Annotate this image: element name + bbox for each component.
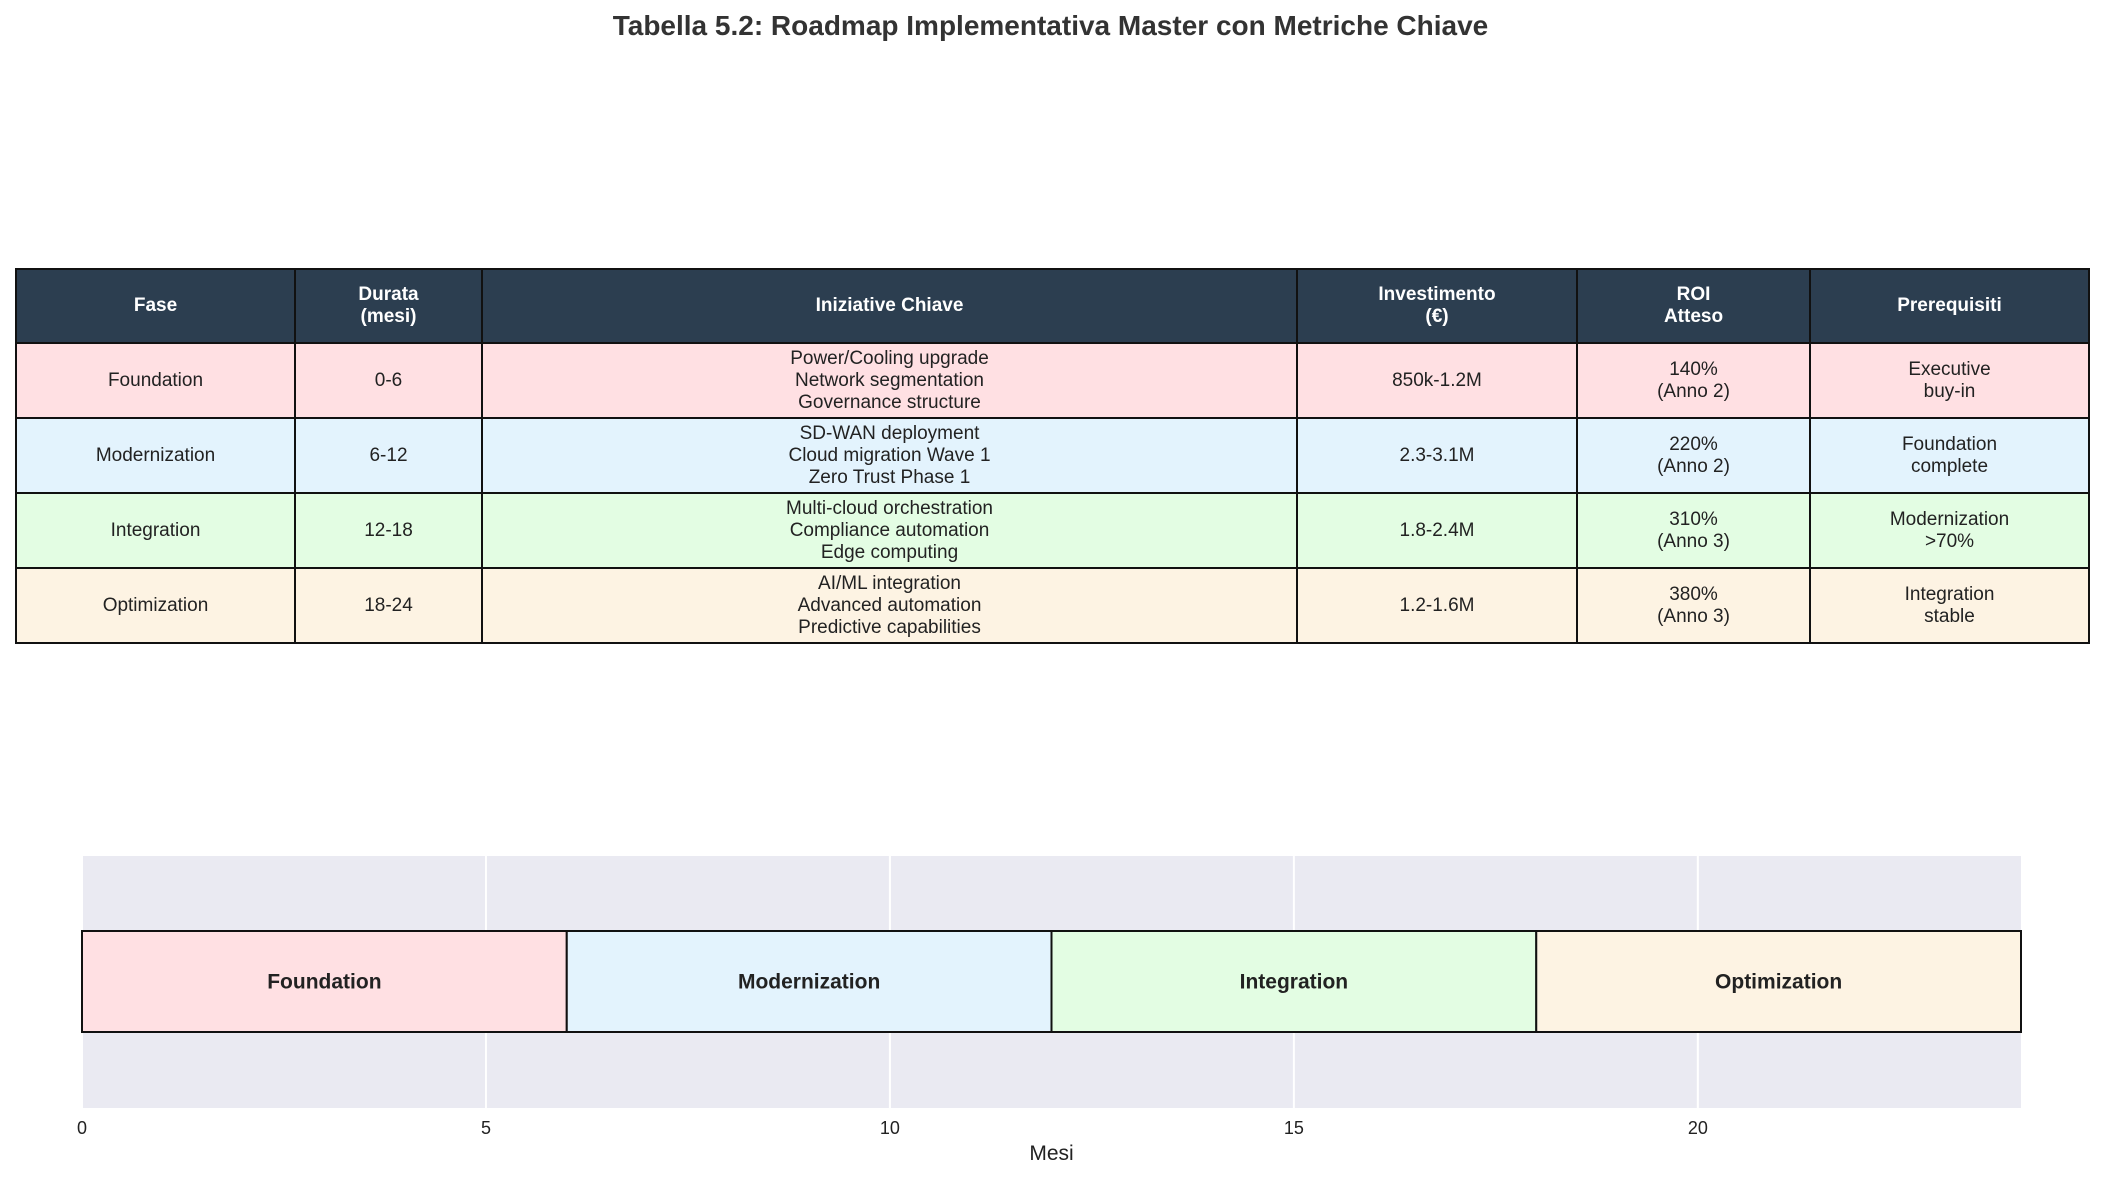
header-prerequisiti: Prerequisiti <box>1810 269 2089 343</box>
cell-fase: Optimization <box>16 568 295 643</box>
cell-durata: 0-6 <box>295 343 482 418</box>
cell-prerequisiti: Modernization >70% <box>1810 493 2089 568</box>
x-tick-label: 15 <box>1283 1118 1304 1138</box>
x-tick-label: 5 <box>480 1118 491 1138</box>
header-durata: Durata (mesi) <box>295 269 482 343</box>
x-axis-label: Mesi <box>1029 1142 1074 1165</box>
cell-prerequisiti: Foundation complete <box>1810 418 2089 493</box>
cell-fase: Modernization <box>16 418 295 493</box>
header-iniziative: Iniziative Chiave <box>482 269 1297 343</box>
cell-investimento: 850k-1.2M <box>1297 343 1577 418</box>
cell-roi: 380% (Anno 3) <box>1577 568 1810 643</box>
phase-bar-label: Foundation <box>267 970 382 994</box>
cell-roi: 310% (Anno 3) <box>1577 493 1810 568</box>
cell-investimento: 2.3-3.1M <box>1297 418 1577 493</box>
x-tick-label: 10 <box>879 1118 900 1138</box>
cell-prerequisiti: Executive buy-in <box>1810 343 2089 418</box>
cell-iniziative: Power/Cooling upgrade Network segmentation Governance structure <box>482 343 1297 418</box>
cell-iniziative: Multi-cloud orchestration Compliance automation Edge computing <box>482 493 1297 568</box>
x-tick-label: 0 <box>76 1118 88 1138</box>
cell-iniziative: SD-WAN deployment Cloud migration Wave 1 Zero Trust Phase 1 <box>482 418 1297 493</box>
cell-investimento: 1.8-2.4M <box>1297 493 1577 568</box>
cell-investimento: 1.2-1.6M <box>1297 568 1577 643</box>
phase-bar-label: Modernization <box>737 970 881 994</box>
header-roi: ROI Atteso <box>1577 269 1810 343</box>
cell-iniziative: AI/ML integration Advanced automation Predictive capabilities <box>482 568 1297 643</box>
cell-fase: Integration <box>16 493 295 568</box>
cell-prerequisiti: Integration stable <box>1810 568 2089 643</box>
x-tick-label: 20 <box>1687 1118 1708 1138</box>
phase-bar-label: Optimization <box>1715 970 1843 994</box>
page-title: Tabella 5.2: Roadmap Implementativa Master con Metriche Chiave <box>612 10 1489 41</box>
header-investimento: Investimento (€) <box>1297 269 1577 343</box>
cell-durata: 6-12 <box>295 418 482 493</box>
cell-roi: 220% (Anno 2) <box>1577 418 1810 493</box>
cell-durata: 12-18 <box>295 493 482 568</box>
header-fase: Fase <box>16 269 295 343</box>
phase-bar-label: Integration <box>1239 970 1349 994</box>
cell-fase: Foundation <box>16 343 295 418</box>
cell-roi: 140% (Anno 2) <box>1577 343 1810 418</box>
cell-durata: 18-24 <box>295 568 482 643</box>
